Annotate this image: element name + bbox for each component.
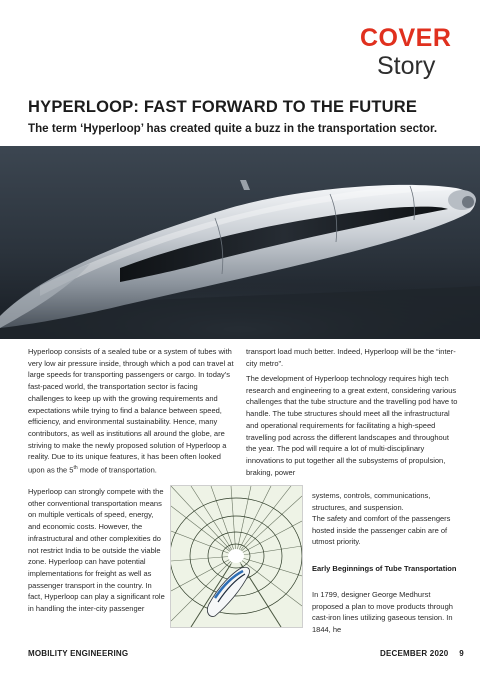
inset-illustration-tunnel <box>170 485 303 628</box>
article-subtitle: The term ‘Hyperloop’ has created quite a buzz in the transportation sector. <box>28 122 438 135</box>
body-paragraph-subsystems: systems, controls, communications, structures, and suspension. <box>312 491 431 512</box>
body-paragraph-compete: Hyperloop can strongly compete with the other conventional transportation means on multiple verticals of speed, energy, and economic costs. However, the infrastructural and other complexities do not restrict India to be outside the viable zone. Hyperloop can have potential implementations for freight as well as passenger transport in the country. In fact, Hyperloop can play a significant role in handling the inter-city passenger <box>28 487 165 614</box>
body-paragraph-metro: transport load much better. Indeed, Hyperloop will be the “inter-city metro”. <box>246 347 456 368</box>
footer-issue-page <box>380 649 464 658</box>
intro-text: Hyperloop consists of a sealed tube or a system of tubes with very low air pressure inside, through which a pod can travel at large speeds for transporting passengers or cargo. In today’s fast-paced world, the transportation sector is facing challenges to keep up with the growing requirements and expectations while trying to find a balance between speed, efficiency, and environmental sustainability. Hence, many contributors, as well as institutions all around the globe, are striving to make the newly proposed solution of Hyperloop a reality. Due to its unique features, it has been often looked upon as the 5 <box>28 347 234 475</box>
hero-image-hyperloop-pod <box>0 146 480 339</box>
footer-publication: MOBILITY ENGINEERING <box>28 649 129 658</box>
body-paragraph-development: The development of Hyperloop technology requires high tech research and engineering to a great extent, considering various challenges that the tube structure and the travelling pod have to handle. The tube structures should meet all the infrastructural and operational requirements for facilitating a high-speed travelling pod across the different landscapes and throughout the year. The pod will require a lot of multi-disciplinary innovations to put together all the subsystems of propulsion, braking, power <box>246 374 458 477</box>
ordinal-suffix: th <box>73 465 78 472</box>
section-label-story: Story <box>377 52 436 80</box>
body-paragraph-safety: The safety and comfort of the passengers hosted inside the passenger cabin are of utmost priority. <box>312 514 451 547</box>
footer-page-number: 9 <box>459 649 464 658</box>
body-paragraph-intro <box>28 346 234 476</box>
section-subheading: Early Beginnings of Tube Transportation <box>312 564 457 573</box>
footer-issue: DECEMBER 2020 <box>380 649 449 658</box>
body-paragraph-history: In 1799, designer George Medhurst proposed a plan to move products through cast-iron lines utilizing gaseous tension. In 1844, he <box>312 590 453 635</box>
intro-text-end: mode of transportation. <box>77 465 157 475</box>
article-title: HYPERLOOP: FAST FORWARD TO THE FUTURE <box>28 98 418 116</box>
section-label-cover: COVER <box>360 24 452 52</box>
